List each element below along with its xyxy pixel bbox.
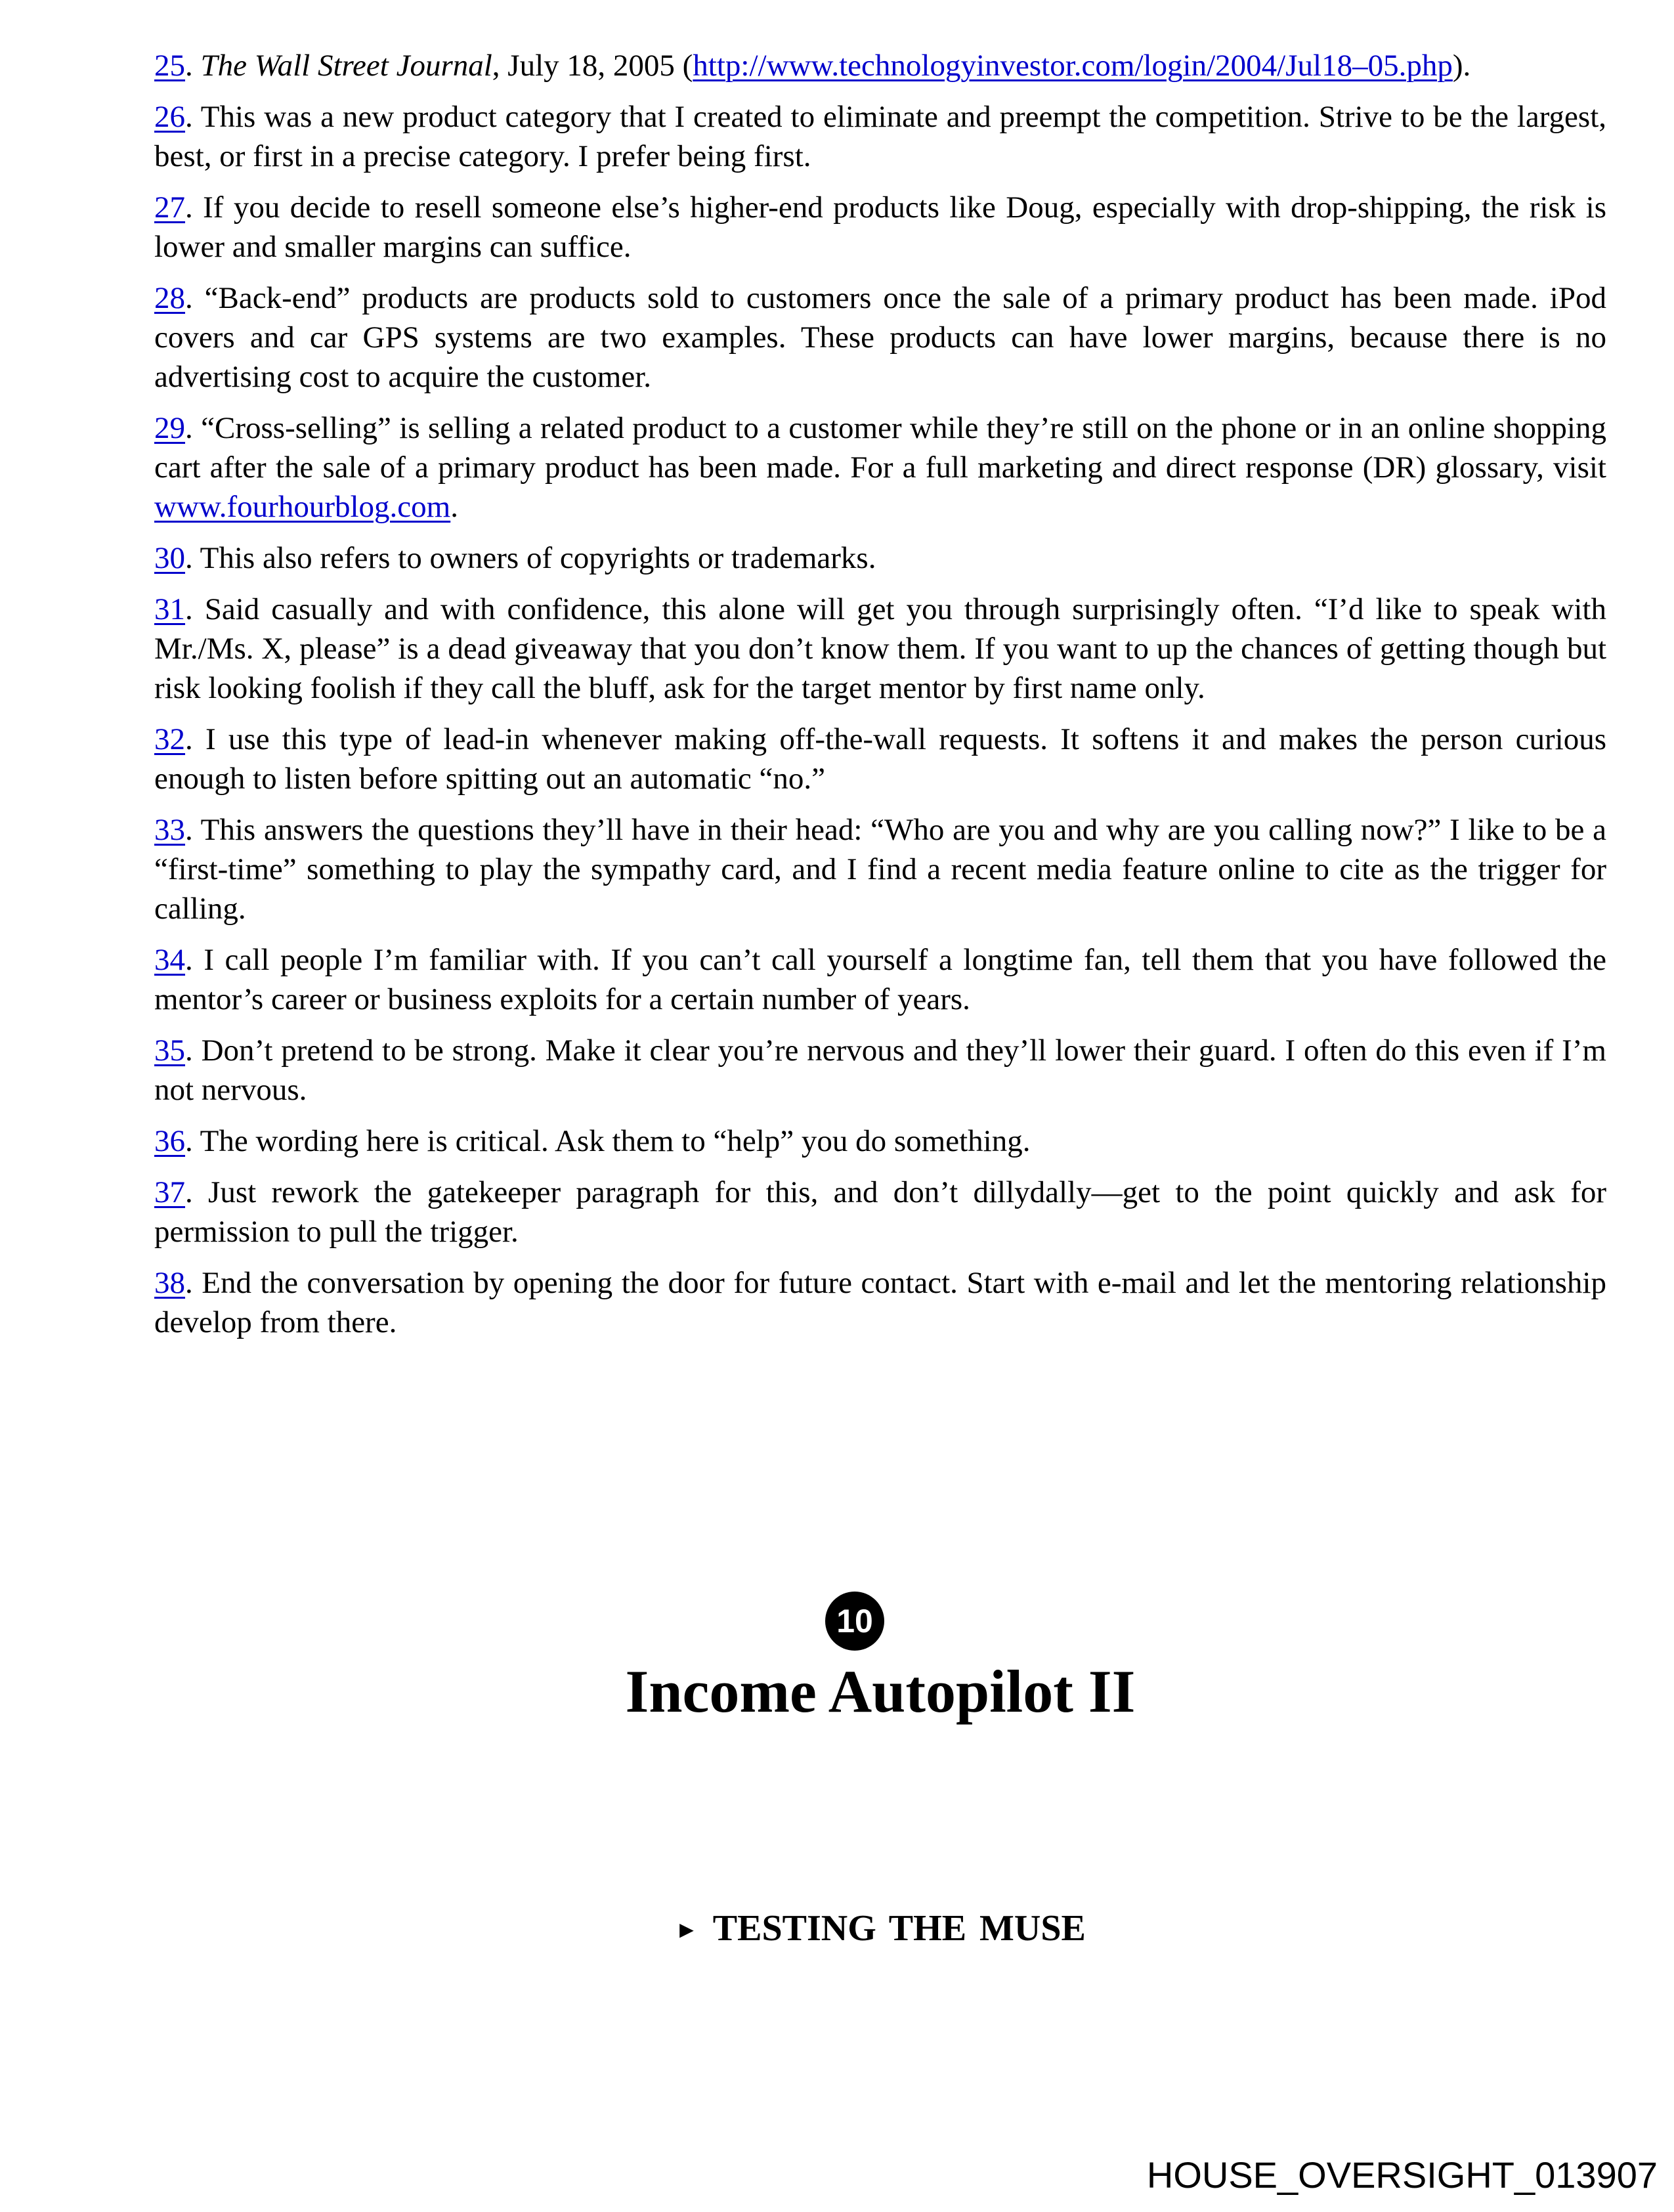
endnote-number-link[interactable]: 37 (154, 1175, 185, 1209)
endnote-text: . End the conversation by opening the door for future contact. Start with e-mail and let the mentoring relationship develop from there. (154, 1266, 1606, 1339)
endnote-text: . I call people I’m familiar with. If you can’t call yourself a longtime fan, tell them that you have followed the mentor’s career or business exploits for a certain number of years. (154, 943, 1606, 1016)
endnote-number-link[interactable]: 30 (154, 541, 185, 575)
endnote-text: . Just rework the gatekeeper paragraph for this, and don’t dillydally—get to the point quickly and ask for permission to pull the trigger. (154, 1175, 1606, 1249)
endnote-text: . (450, 490, 458, 524)
bates-stamp: HOUSE_OVERSIGHT_013907 (1146, 2154, 1658, 2196)
chapter-heading (154, 1592, 1606, 1725)
endnote-text: . (185, 49, 201, 83)
endnote-number-link[interactable]: 27 (154, 190, 185, 225)
endnote-text: . The wording here is critical. Ask them to “help” you do something. (185, 1124, 1031, 1158)
endnote-text: . Don’t pretend to be strong. Make it clear you’re nervous and they’ll lower their guard. I often do this even if I’m not nervous. (154, 1033, 1606, 1107)
endnote (154, 1121, 1606, 1161)
endnote-number-link[interactable]: 29 (154, 411, 185, 445)
endnote-text: ). (1452, 49, 1471, 83)
endnote-number-link[interactable]: 32 (154, 722, 185, 756)
endnote-text: . If you decide to resell someone else’s higher-end products like Doug, especially with drop-shipping, the risk is lower and smaller margins can suffice. (154, 190, 1606, 264)
endnote-number-link[interactable]: 36 (154, 1124, 185, 1158)
endnote (154, 188, 1606, 267)
endnote (154, 810, 1606, 928)
inline-link[interactable]: http://www.technologyinvestor.com/login/2004/Jul18–05.php (693, 49, 1453, 83)
endnote (154, 590, 1606, 708)
chapter-number-badge (825, 1592, 884, 1651)
italic-text: The Wall Street Journal (200, 49, 492, 83)
endnote-number-link[interactable]: 26 (154, 100, 185, 134)
section-title: TESTING THE MUSE (712, 1908, 1086, 1949)
chapter-title: Income Autopilot II (625, 1658, 1136, 1725)
endnote-number-link[interactable]: 34 (154, 943, 185, 977)
endnote-number-link[interactable]: 38 (154, 1266, 185, 1300)
inline-link[interactable]: www.fourhourblog.com (154, 490, 451, 524)
endnote (154, 720, 1606, 798)
triangle-bullet-icon: ► (675, 1917, 698, 1943)
endnote-number-link[interactable]: 35 (154, 1033, 185, 1068)
endnote (154, 1263, 1606, 1342)
endnote (154, 408, 1606, 527)
endnote-text: . This also refers to owners of copyrights or trademarks. (185, 541, 876, 575)
endnote-number-link[interactable]: 28 (154, 281, 185, 315)
endnote-text: . This was a new product category that I created to eliminate and preempt the competition. Strive to be the largest, best, or first in a precise category. I prefer being first. (154, 100, 1606, 173)
endnote (154, 1031, 1606, 1110)
endnote-text: . This answers the questions they’ll have in their head: “Who are you and why are you calling now?” I like to be a “first-time” something to play the sympathy card, and I find a recent media feature online to cite as the trigger for calling. (154, 813, 1606, 926)
endnote-text: . “Cross-selling” is selling a related product to a customer while they’re still on the phone or in an online shopping cart after the sale of a primary product has been made. For a full marketing and direct response (DR) glossary, visit (154, 411, 1606, 485)
section-heading (154, 1907, 1606, 1953)
endnote-text: . “Back-end” products are products sold to customers once the sale of a primary product has been made. iPod covers and car GPS systems are two examples. These products can have lower margins, because there is no advertising cost to acquire the customer. (154, 281, 1606, 394)
endnote-number-link[interactable]: 31 (154, 592, 185, 626)
endnote-text: , July 18, 2005 ( (492, 49, 693, 83)
endnote (154, 278, 1606, 397)
endnote (154, 538, 1606, 578)
chapter-number: 10 (836, 1603, 873, 1639)
endnote (154, 940, 1606, 1019)
endnote-number-link[interactable]: 25 (154, 49, 185, 83)
endnote (154, 46, 1606, 85)
endnote (154, 97, 1606, 176)
endnote-number-link[interactable]: 33 (154, 813, 185, 847)
endnote-text: . Said casually and with confidence, this alone will get you through surprisingly often. “I’d like to speak with Mr./Ms. X, please” is a dead giveaway that you don’t know them. If you want to up the chances of getting though but risk looking foolish if they call the bluff, ask for the target mentor by first name only. (154, 592, 1606, 705)
endnotes-section (154, 46, 1606, 1354)
endnote (154, 1173, 1606, 1251)
endnote-text: . I use this type of lead-in whenever making off-the-wall requests. It softens it and makes the person curious enough to listen before spitting out an automatic “no.” (154, 722, 1606, 796)
